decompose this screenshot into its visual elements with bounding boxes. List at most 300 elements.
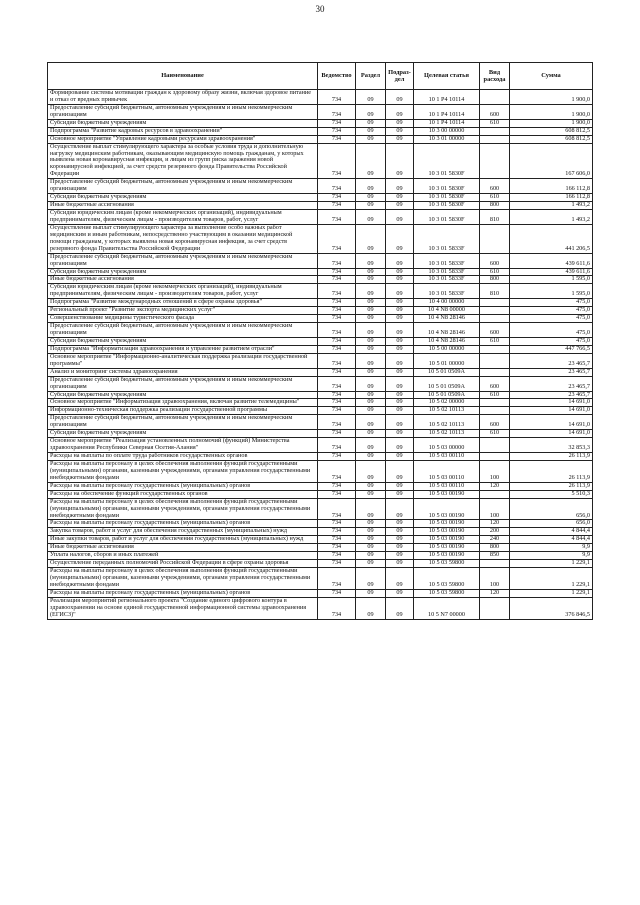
cell-cs: 10 5 03 59800	[414, 568, 480, 590]
cell-vid: 800	[480, 544, 510, 552]
cell-razd: 09	[356, 90, 386, 105]
cell-cs: 10 5 03 00190	[414, 536, 480, 544]
cell-sum: 475,0	[510, 307, 593, 315]
cell-razd: 09	[356, 284, 386, 299]
cell-sum: 656,0	[510, 520, 593, 528]
cell-razd: 09	[356, 104, 386, 119]
cell-sum: 5 510,3	[510, 490, 593, 498]
cell-ved: 734	[318, 315, 356, 323]
cell-sum: 608 812,5	[510, 127, 593, 135]
cell-sum: 14 691,0	[510, 430, 593, 438]
cell-sum: 1 595,0	[510, 276, 593, 284]
cell-razd: 09	[356, 127, 386, 135]
cell-vid	[480, 299, 510, 307]
cell-ved: 734	[318, 460, 356, 482]
cell-vid: 600	[480, 253, 510, 268]
table-row	[48, 224, 593, 253]
cell-ved: 734	[318, 179, 356, 194]
cell-name: Расходы на выплаты персоналу в целях обеспечения выполнения функций государственными (муниципальными) органами, казенными учреждениями, органами управления государственными внебюджетными фондами	[48, 460, 318, 482]
cell-podr: 09	[386, 127, 414, 135]
cell-ved: 734	[318, 202, 356, 210]
cell-ved: 734	[318, 528, 356, 536]
cell-podr: 09	[386, 482, 414, 490]
table-body	[48, 90, 593, 620]
cell-cs: 10 4 N8 00000	[414, 307, 480, 315]
cell-name: Осуществление выплат стимулирующего характера за выполнение особо важных работ медицинским и иным работникам, непосредственно участвующим в оказании медицинской помощи гражданам, у которых выявлена новая коронавирусная инфекция, за счет средств резервного фонда Правительства Российской Федерации	[48, 224, 318, 253]
cell-cs: 10 3 01 5833F	[414, 268, 480, 276]
cell-sum: 1 493,2	[510, 210, 593, 225]
cell-cs: 10 3 01 00000	[414, 135, 480, 143]
cell-razd: 09	[356, 253, 386, 268]
cell-ved: 734	[318, 337, 356, 345]
cell-razd: 09	[356, 453, 386, 461]
cell-ved: 734	[318, 210, 356, 225]
cell-sum: 23 465,7	[510, 391, 593, 399]
cell-razd: 09	[356, 544, 386, 552]
cell-sum: 1 229,1	[510, 589, 593, 597]
cell-podr: 09	[386, 353, 414, 368]
cell-name: Предоставление субсидий бюджетным, автономным учреждениям и иным некоммерческим организациям	[48, 415, 318, 430]
cell-ved: 734	[318, 143, 356, 179]
table-row	[48, 143, 593, 179]
cell-ved: 734	[318, 368, 356, 376]
cell-cs: 10 5 00 00000	[414, 345, 480, 353]
cell-podr: 09	[386, 224, 414, 253]
cell-ved: 734	[318, 498, 356, 520]
cell-cs: 10 5 01 0509А	[414, 376, 480, 391]
header-name: Наименование	[48, 63, 318, 90]
table-row	[48, 438, 593, 453]
table-header-row	[48, 63, 593, 90]
cell-cs: 10 5 03 00110	[414, 460, 480, 482]
cell-sum: 1 595,0	[510, 284, 593, 299]
cell-vid	[480, 453, 510, 461]
cell-name: Иные бюджетные ассигнования	[48, 202, 318, 210]
cell-ved: 734	[318, 453, 356, 461]
cell-vid	[480, 368, 510, 376]
cell-razd: 09	[356, 498, 386, 520]
cell-razd: 09	[356, 299, 386, 307]
cell-cs: 10 5 01 0509А	[414, 391, 480, 399]
cell-vid: 600	[480, 179, 510, 194]
cell-vid: 800	[480, 202, 510, 210]
cell-name: Иные бюджетные ассигнования	[48, 544, 318, 552]
cell-vid	[480, 345, 510, 353]
cell-podr: 09	[386, 415, 414, 430]
cell-cs: 10 3 01 5830F	[414, 210, 480, 225]
table-row	[48, 368, 593, 376]
cell-ved: 734	[318, 127, 356, 135]
cell-podr: 09	[386, 544, 414, 552]
cell-razd: 09	[356, 337, 386, 345]
cell-vid: 610	[480, 391, 510, 399]
table-row	[48, 90, 593, 105]
cell-cs: 10 4 N8 28146	[414, 337, 480, 345]
cell-cs: 10 5 03 00190	[414, 552, 480, 560]
cell-razd: 09	[356, 224, 386, 253]
cell-vid: 810	[480, 284, 510, 299]
cell-name: Иные бюджетные ассигнования	[48, 276, 318, 284]
cell-podr: 09	[386, 276, 414, 284]
cell-sum: 9,9	[510, 552, 593, 560]
cell-sum: 166 112,8	[510, 179, 593, 194]
cell-vid: 810	[480, 210, 510, 225]
cell-podr: 09	[386, 430, 414, 438]
table-row	[48, 568, 593, 590]
cell-ved: 734	[318, 482, 356, 490]
cell-vid: 600	[480, 104, 510, 119]
cell-ved: 734	[318, 415, 356, 430]
cell-razd: 09	[356, 323, 386, 338]
cell-podr: 09	[386, 552, 414, 560]
cell-name: Расходы на выплаты персоналу государственных (муниципальных) органов	[48, 589, 318, 597]
cell-podr: 09	[386, 268, 414, 276]
cell-razd: 09	[356, 460, 386, 482]
cell-sum: 475,0	[510, 315, 593, 323]
cell-cs: 10 3 01 5830F	[414, 202, 480, 210]
cell-razd: 09	[356, 276, 386, 284]
cell-vid: 120	[480, 482, 510, 490]
cell-podr: 09	[386, 307, 414, 315]
cell-sum: 475,0	[510, 337, 593, 345]
cell-razd: 09	[356, 179, 386, 194]
cell-name: Субсидии бюджетным учреждениям	[48, 430, 318, 438]
cell-name: Субсидии бюджетным учреждениям	[48, 391, 318, 399]
cell-ved: 734	[318, 490, 356, 498]
budget-table	[47, 62, 593, 620]
cell-ved: 734	[318, 90, 356, 105]
cell-ved: 734	[318, 391, 356, 399]
cell-ved: 734	[318, 135, 356, 143]
cell-sum: 167 606,0	[510, 143, 593, 179]
table-row	[48, 127, 593, 135]
cell-ved: 734	[318, 119, 356, 127]
cell-cs: 10 5 02 10113	[414, 430, 480, 438]
cell-vid	[480, 560, 510, 568]
cell-ved: 734	[318, 224, 356, 253]
header-podr: Подраз-дел	[386, 63, 414, 90]
cell-razd: 09	[356, 353, 386, 368]
cell-razd: 09	[356, 391, 386, 399]
cell-razd: 09	[356, 560, 386, 568]
cell-razd: 09	[356, 528, 386, 536]
cell-podr: 09	[386, 520, 414, 528]
cell-name: Региональный проект "Развитие экспорта медицинских услуг"	[48, 307, 318, 315]
table-row	[48, 498, 593, 520]
cell-vid: 610	[480, 119, 510, 127]
table-row	[48, 119, 593, 127]
cell-razd: 09	[356, 597, 386, 619]
cell-razd: 09	[356, 376, 386, 391]
cell-sum: 23 465,7	[510, 368, 593, 376]
cell-cs: 10 1 P4 10114	[414, 119, 480, 127]
cell-ved: 734	[318, 268, 356, 276]
cell-sum: 14 691,0	[510, 407, 593, 415]
cell-podr: 09	[386, 253, 414, 268]
cell-sum: 32 853,3	[510, 438, 593, 453]
table-row	[48, 323, 593, 338]
cell-vid: 600	[480, 415, 510, 430]
cell-name: Закупка товаров, работ и услуг для обеспечения государственных (муниципальных) нужд	[48, 528, 318, 536]
cell-cs: 10 5 02 00000	[414, 399, 480, 407]
cell-ved: 734	[318, 430, 356, 438]
cell-ved: 734	[318, 597, 356, 619]
cell-sum: 608 812,5	[510, 135, 593, 143]
cell-podr: 09	[386, 490, 414, 498]
cell-sum: 14 691,0	[510, 415, 593, 430]
cell-ved: 734	[318, 253, 356, 268]
cell-cs: 10 4 N8 28146	[414, 323, 480, 338]
cell-name: Расходы на выплаты персоналу в целях обеспечения выполнения функций государственными (муниципальными) органами, казенными учреждениями, органами управления государственными внебюджетными фондами	[48, 568, 318, 590]
table-row	[48, 104, 593, 119]
cell-vid: 240	[480, 536, 510, 544]
cell-podr: 09	[386, 135, 414, 143]
cell-razd: 09	[356, 194, 386, 202]
cell-razd: 09	[356, 368, 386, 376]
cell-vid: 200	[480, 528, 510, 536]
cell-podr: 09	[386, 202, 414, 210]
cell-ved: 734	[318, 560, 356, 568]
cell-name: Подпрограмма "Развитие кадровых ресурсов в здравоохранении"	[48, 127, 318, 135]
cell-cs: 10 5 03 00190	[414, 544, 480, 552]
cell-name: Реализация мероприятий регионального проекта "Создание единого цифрового контура в здравоохранении на основе единой государственной информационной системы здравоохранения (ЕГИСЗ)"	[48, 597, 318, 619]
cell-name: Основное мероприятие "Управление кадровыми ресурсами здравоохранения"	[48, 135, 318, 143]
cell-podr: 09	[386, 568, 414, 590]
cell-ved: 734	[318, 104, 356, 119]
cell-sum: 376 846,5	[510, 597, 593, 619]
cell-podr: 09	[386, 284, 414, 299]
cell-name: Основное мероприятие "Реализация установленных полномочий (функций) Министерства здравоохранения Республики Северная Осетия-Алания"	[48, 438, 318, 453]
cell-name: Предоставление субсидий бюджетным, автономным учреждениям и иным некоммерческим организациям	[48, 104, 318, 119]
cell-vid: 850	[480, 552, 510, 560]
cell-vid	[480, 399, 510, 407]
cell-vid	[480, 407, 510, 415]
cell-razd: 09	[356, 490, 386, 498]
cell-name: Осуществление переданных полномочий Российской Федерации в сфере охраны здоровья	[48, 560, 318, 568]
cell-sum: 439 611,6	[510, 253, 593, 268]
cell-cs: 10 3 01 5830F	[414, 179, 480, 194]
cell-podr: 09	[386, 589, 414, 597]
cell-razd: 09	[356, 345, 386, 353]
cell-ved: 734	[318, 376, 356, 391]
cell-cs: 10 5 02 10113	[414, 407, 480, 415]
cell-podr: 09	[386, 536, 414, 544]
cell-sum: 1 229,1	[510, 568, 593, 590]
table-row	[48, 135, 593, 143]
cell-razd: 09	[356, 520, 386, 528]
cell-razd: 09	[356, 552, 386, 560]
cell-cs: 10 4 N8 28146	[414, 315, 480, 323]
cell-cs: 10 4 00 00000	[414, 299, 480, 307]
cell-vid	[480, 90, 510, 105]
cell-vid	[480, 597, 510, 619]
cell-podr: 09	[386, 460, 414, 482]
cell-sum: 1 900,0	[510, 90, 593, 105]
cell-vid	[480, 353, 510, 368]
cell-ved: 734	[318, 323, 356, 338]
cell-ved: 734	[318, 353, 356, 368]
cell-cs: 10 5 01 0509А	[414, 368, 480, 376]
cell-vid: 610	[480, 194, 510, 202]
cell-razd: 09	[356, 589, 386, 597]
cell-cs: 10 5 03 00190	[414, 490, 480, 498]
cell-sum: 26 113,9	[510, 453, 593, 461]
cell-razd: 09	[356, 399, 386, 407]
cell-name: Субсидии бюджетным учреждениям	[48, 194, 318, 202]
cell-name: Расходы на выплаты персоналу в целях обеспечения выполнения функций государственными (муниципальными) органами, казенными учреждениями, органами управления государственными внебюджетными фондами	[48, 498, 318, 520]
cell-name: Предоставление субсидий бюджетным, автономным учреждениям и иным некоммерческим организациям	[48, 376, 318, 391]
cell-name: Предоставление субсидий бюджетным, автономным учреждениям и иным некоммерческим организациям	[48, 323, 318, 338]
cell-cs: 10 5 03 00110	[414, 482, 480, 490]
cell-sum: 1 229,1	[510, 560, 593, 568]
cell-name: Расходы на выплаты персоналу государственных (муниципальных) органов	[48, 482, 318, 490]
cell-ved: 734	[318, 520, 356, 528]
cell-razd: 09	[356, 143, 386, 179]
cell-cs: 10 5 03 00110	[414, 453, 480, 461]
cell-cs: 10 5 01 00000	[414, 353, 480, 368]
cell-vid	[480, 224, 510, 253]
cell-name: Анализ и мониторинг системы здравоохранения	[48, 368, 318, 376]
cell-name: Предоставление субсидий бюджетным, автономным учреждениям и иным некоммерческим организациям	[48, 179, 318, 194]
cell-ved: 734	[318, 589, 356, 597]
page-number: 30	[315, 4, 325, 14]
cell-vid	[480, 307, 510, 315]
cell-cs: 10 5 N7 00000	[414, 597, 480, 619]
cell-vid	[480, 143, 510, 179]
table-row	[48, 460, 593, 482]
cell-podr: 09	[386, 315, 414, 323]
cell-name: Субсидии бюджетным учреждениям	[48, 268, 318, 276]
cell-vid	[480, 127, 510, 135]
cell-vid: 610	[480, 337, 510, 345]
cell-name: Субсидии юридическим лицам (кроме некоммерческих организаций), индивидуальным предпринимателям, физическим лицам - производителям товаров, работ, услуг	[48, 284, 318, 299]
cell-ved: 734	[318, 276, 356, 284]
cell-podr: 09	[386, 528, 414, 536]
cell-vid	[480, 438, 510, 453]
cell-sum: 23 465,7	[510, 376, 593, 391]
cell-vid: 610	[480, 268, 510, 276]
cell-ved: 734	[318, 552, 356, 560]
cell-cs: 10 5 03 59800	[414, 589, 480, 597]
cell-name: Расходы на выплаты по оплате труда работников государственных органов	[48, 453, 318, 461]
cell-vid: 800	[480, 276, 510, 284]
cell-ved: 734	[318, 399, 356, 407]
cell-vid: 600	[480, 323, 510, 338]
table-row	[48, 210, 593, 225]
cell-podr: 09	[386, 391, 414, 399]
cell-razd: 09	[356, 536, 386, 544]
cell-podr: 09	[386, 119, 414, 127]
cell-ved: 734	[318, 299, 356, 307]
cell-razd: 09	[356, 119, 386, 127]
cell-cs: 10 5 03 00190	[414, 520, 480, 528]
cell-podr: 09	[386, 560, 414, 568]
cell-razd: 09	[356, 210, 386, 225]
cell-sum: 4 844,4	[510, 528, 593, 536]
cell-cs: 10 5 03 00190	[414, 498, 480, 520]
cell-cs: 10 5 03 00000	[414, 438, 480, 453]
cell-cs: 10 3 00 00000	[414, 127, 480, 135]
cell-name: Основное мероприятие "Информационно-аналитическая поддержка реализации государственной программы"	[48, 353, 318, 368]
cell-sum: 1 900,0	[510, 104, 593, 119]
table-row	[48, 253, 593, 268]
cell-podr: 09	[386, 345, 414, 353]
cell-cs: 10 3 01 5830F	[414, 143, 480, 179]
cell-vid	[480, 490, 510, 498]
table-row	[48, 376, 593, 391]
cell-vid	[480, 315, 510, 323]
cell-razd: 09	[356, 407, 386, 415]
cell-podr: 09	[386, 323, 414, 338]
cell-razd: 09	[356, 307, 386, 315]
cell-name: Основное мероприятие "Информатизация здравоохранения, включая развитие телемедицины"	[48, 399, 318, 407]
cell-sum: 447 766,5	[510, 345, 593, 353]
cell-sum: 4 844,4	[510, 536, 593, 544]
cell-vid: 120	[480, 520, 510, 528]
table-row	[48, 415, 593, 430]
cell-ved: 734	[318, 407, 356, 415]
cell-name: Субсидии юридическим лицам (кроме некоммерческих организаций), индивидуальным предпринимателям, физическим лицам - производителям товаров, работ, услуг	[48, 210, 318, 225]
cell-cs: 10 1 P4 10114	[414, 104, 480, 119]
table-row	[48, 353, 593, 368]
cell-ved: 734	[318, 194, 356, 202]
cell-sum: 9,9	[510, 544, 593, 552]
cell-sum: 26 113,9	[510, 482, 593, 490]
cell-razd: 09	[356, 202, 386, 210]
table-row	[48, 490, 593, 498]
cell-cs: 10 1 P4 10114	[414, 90, 480, 105]
header-sum: Сумма	[510, 63, 593, 90]
cell-cs: 10 3 01 5833F	[414, 253, 480, 268]
cell-name: Субсидии бюджетным учреждениям	[48, 337, 318, 345]
cell-podr: 09	[386, 179, 414, 194]
cell-name: Совершенствование медицины туристического фасада	[48, 315, 318, 323]
cell-razd: 09	[356, 315, 386, 323]
cell-vid: 100	[480, 498, 510, 520]
cell-podr: 09	[386, 143, 414, 179]
header-cs: Целевая статья	[414, 63, 480, 90]
cell-podr: 09	[386, 368, 414, 376]
cell-sum: 23 465,7	[510, 353, 593, 368]
cell-razd: 09	[356, 135, 386, 143]
cell-ved: 734	[318, 284, 356, 299]
cell-podr: 09	[386, 407, 414, 415]
cell-vid: 100	[480, 568, 510, 590]
cell-vid: 120	[480, 589, 510, 597]
header-ved: Ведомство	[318, 63, 356, 90]
cell-podr: 09	[386, 376, 414, 391]
cell-podr: 09	[386, 90, 414, 105]
cell-sum: 656,0	[510, 498, 593, 520]
cell-razd: 09	[356, 415, 386, 430]
cell-podr: 09	[386, 597, 414, 619]
cell-podr: 09	[386, 299, 414, 307]
cell-ved: 734	[318, 568, 356, 590]
cell-razd: 09	[356, 568, 386, 590]
cell-name: Уплата налогов, сборов и иных платежей	[48, 552, 318, 560]
cell-name: Субсидии бюджетным учреждениям	[48, 119, 318, 127]
cell-cs: 10 3 01 5830F	[414, 194, 480, 202]
cell-sum: 475,0	[510, 323, 593, 338]
cell-vid: 100	[480, 460, 510, 482]
cell-sum: 1 900,0	[510, 119, 593, 127]
cell-name: Формирование системы мотивации граждан к здоровому образу жизни, включая здоровое питание и отказ от вредных привычек	[48, 90, 318, 105]
cell-razd: 09	[356, 438, 386, 453]
table-row	[48, 284, 593, 299]
cell-razd: 09	[356, 430, 386, 438]
cell-name: Подпрограмма "Информатизация здравоохранения и управление развитием отрасли"	[48, 345, 318, 353]
cell-sum: 166 112,8	[510, 194, 593, 202]
